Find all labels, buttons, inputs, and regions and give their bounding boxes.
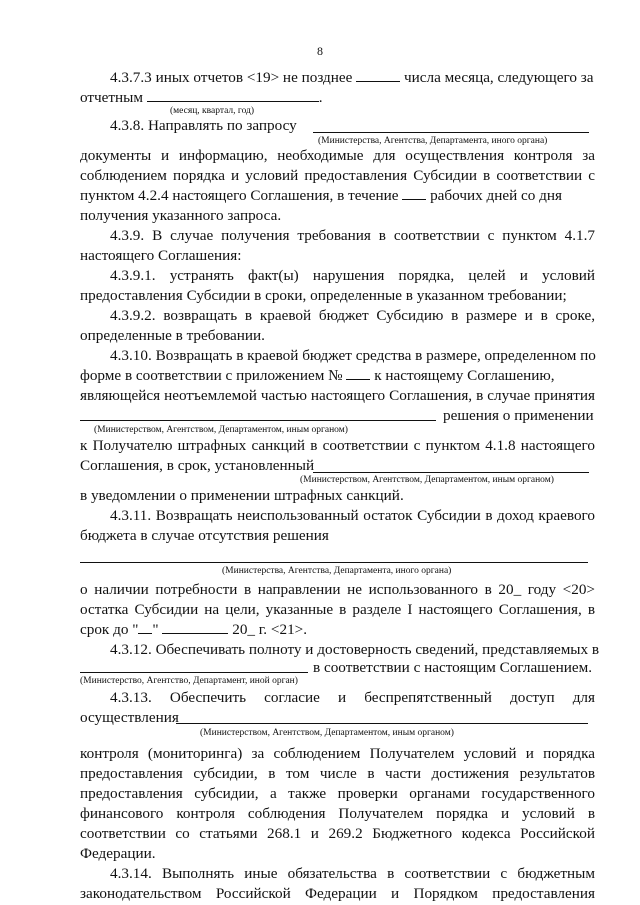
- blank-ministry-4: [80, 562, 588, 563]
- line-10: 4.3.9.1. устранять факт(ы) нарушения порядка, целей и условий: [110, 267, 595, 284]
- blank-days: [402, 186, 426, 200]
- para-4-3-7-3-line-2: [80, 88, 595, 107]
- blank-appendix-number: [346, 366, 370, 380]
- blank-ministry-5: [80, 672, 308, 673]
- note-ministry-1: (Министерства, Агентства, Департамента, иного органа): [318, 136, 548, 146]
- line-33: финансового контроля соблюдения Получателем порядка и условий в: [80, 805, 595, 822]
- line-23: о наличии потребности в направлении не использованного в 20_ году <20>: [80, 581, 595, 598]
- line-34: соответствии со статьями 268.1 и 269.2 Бюджетного кодекса Российской: [80, 825, 595, 842]
- para-4-3-7-3-line-1: [110, 68, 595, 87]
- line-24: остатка Субсидии на цели, указанные в разделе I настоящего Соглашения, в: [80, 601, 595, 618]
- text: срок до ": [80, 621, 139, 638]
- blank-ministry-6: [176, 723, 588, 724]
- blank-day: [356, 68, 400, 82]
- blank-ministry-1: [313, 132, 589, 133]
- line-22: бюджета в случае отсутствия решения: [80, 527, 329, 544]
- line-14: 4.3.10. Возвращать в краевой бюджет средства в размере, определенном по: [110, 347, 596, 364]
- line-25: [80, 620, 595, 639]
- line-18: к Получателю штрафных санкций в соответствии с пунктом 4.1.8 настоящего: [80, 437, 595, 454]
- text: пунктом 4.2.4 настоящего Соглашения, в течение: [80, 187, 399, 204]
- text: 20_ г. <21>.: [232, 621, 308, 638]
- line-20: в уведомлении о применении штрафных санкций.: [80, 487, 404, 504]
- blank-ministry-3: [313, 472, 589, 473]
- text: .: [318, 89, 323, 106]
- blank-date-month: [162, 620, 228, 634]
- line-30: контроля (мониторинга) за соблюдением Получателем условий и порядка: [80, 745, 595, 762]
- blank-period: [147, 88, 319, 102]
- text: 4.3.7.3 иных отчетов <19> не позднее: [110, 69, 353, 86]
- note-ministry-5: (Министерство, Агентство, Департамент, иной орган): [80, 676, 298, 686]
- line-37: законодательством Российской Федерации и Порядком предоставления: [80, 885, 595, 902]
- line-31: предоставления субсидии, в том числе в части достижения результатов: [80, 765, 595, 782]
- line-4: документы и информацию, необходимые для осуществления контроля за: [80, 147, 595, 164]
- note-ministry-6: (Министерством, Агентством, Департаментом, иным органом): [200, 728, 454, 738]
- line-16: являющейся неотъемлемой частью настоящего Соглашения, в случае принятия: [80, 387, 595, 404]
- line-32: предоставления субсидии, а также проверки органами государственного: [80, 785, 595, 802]
- note-period: (месяц, квартал, год): [170, 106, 255, 116]
- text: числа месяца, следующего за: [403, 69, 594, 86]
- note-ministry-3: (Министерством, Агентством, Департаментом, иным органом): [300, 475, 554, 485]
- line-13: определенные в требовании.: [80, 327, 265, 344]
- line-28: 4.3.13. Обеспечить согласие и беспрепятственный доступ для: [110, 689, 595, 706]
- text: Соглашения, в срок, установленный: [80, 457, 315, 474]
- line-5: соблюдением порядка и условий предоставления Субсидии в соответствии с: [80, 167, 595, 184]
- blank-date-day: [138, 620, 152, 634]
- page-number: 8: [317, 44, 323, 58]
- line-15: [80, 366, 595, 385]
- line-6: [80, 186, 595, 205]
- text: рабочих дней со дня: [430, 187, 562, 204]
- line-17: решения о применении: [443, 407, 594, 424]
- text: ": [152, 621, 159, 638]
- line-8: 4.3.9. В случае получения требования в соответствии с пунктом 4.1.7: [110, 227, 595, 244]
- line-29: [80, 708, 595, 727]
- line-27: в соответствии с настоящим Соглашением.: [313, 659, 593, 676]
- text: осуществления: [80, 709, 179, 726]
- text: к настоящему Соглашению,: [374, 367, 555, 384]
- line-35: Федерации.: [80, 845, 156, 862]
- blank-ministry-2: [80, 420, 436, 421]
- text: 4.3.8. Направлять по запросу: [110, 117, 297, 134]
- note-ministry-2: (Министерством, Агентством, Департаментом, иным органом): [94, 425, 348, 435]
- line-12: 4.3.9.2. возвращать в краевой бюджет Субсидию в размере и в сроке,: [110, 307, 595, 324]
- line-21: 4.3.11. Возвращать неиспользованный остаток Субсидии в доход краевого: [110, 507, 595, 524]
- note-ministry-4: (Министерства, Агентства, Департамента, иного органа): [222, 566, 452, 576]
- line-7: получения указанного запроса.: [80, 207, 282, 224]
- line-11: предоставления Субсидии в сроки, определенные в указанном требовании;: [80, 287, 567, 304]
- line-26: 4.3.12. Обеспечивать полноту и достоверность сведений, представляемых в: [110, 641, 600, 658]
- line-9: настоящего Соглашения:: [80, 247, 242, 264]
- line-36: 4.3.14. Выполнять иные обязательства в соответствии с бюджетным: [110, 865, 595, 882]
- text: форме в соответствии с приложением №: [80, 367, 343, 384]
- text: отчетным: [80, 89, 143, 106]
